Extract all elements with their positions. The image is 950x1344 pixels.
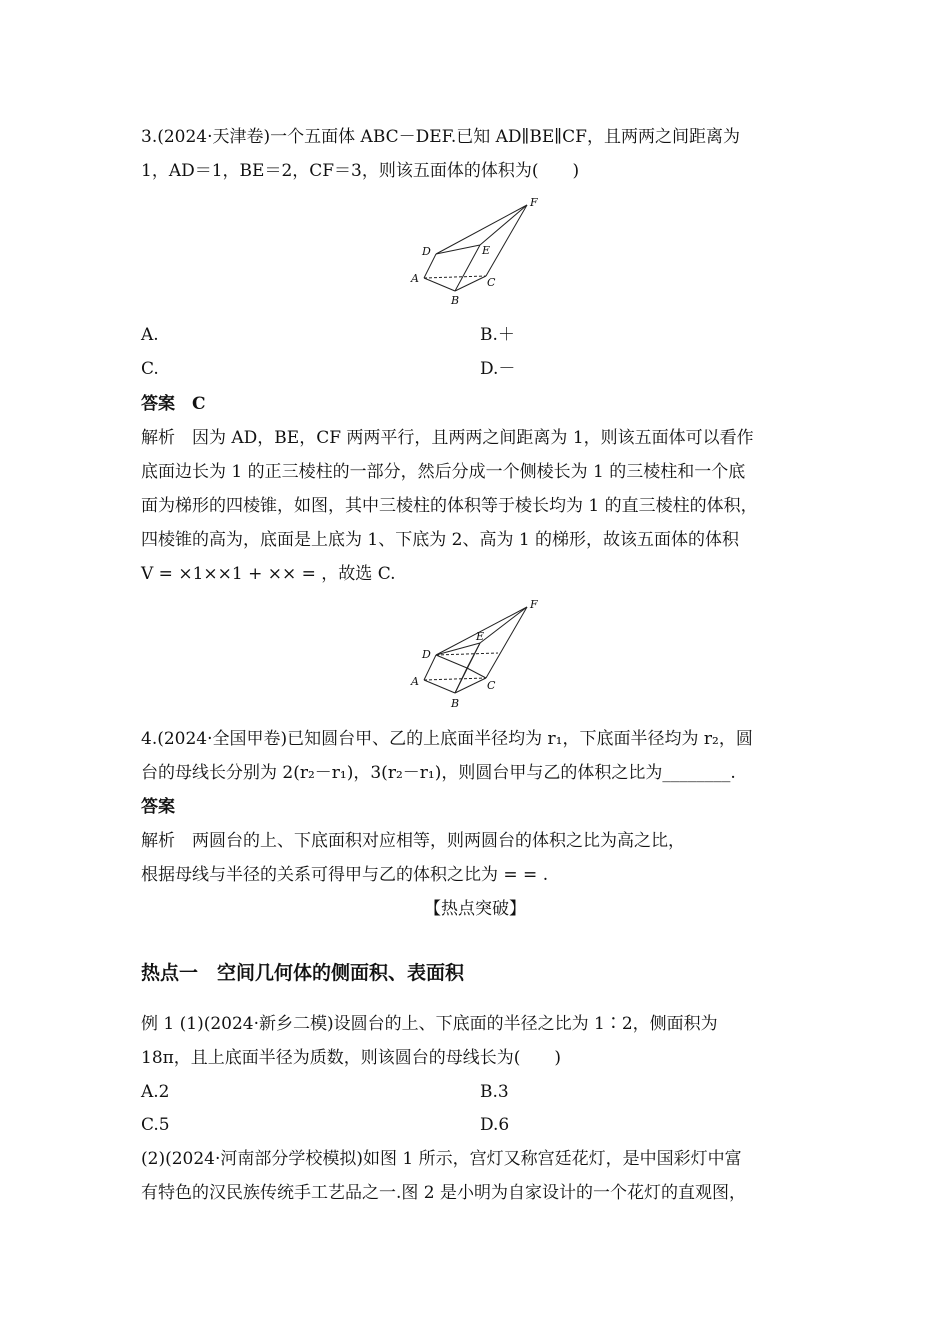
q3-line-1: 3.(2024·天津卷)一个五面体 ABC－DEF.已知 AD∥BE∥CF，且两两之间距离为 xyxy=(141,127,740,147)
q3-figure xyxy=(400,195,550,310)
section-title: 【热点突破】 xyxy=(424,899,526,919)
q3-answer: 答案 C xyxy=(141,394,206,414)
q4-analysis-line-1: 解析 两圆台的上、下底面积对应相等，则两圆台的体积之比为高之比， xyxy=(141,831,685,851)
fig2-label-f: F xyxy=(530,598,538,611)
ex1-option-b: B.3 xyxy=(480,1082,509,1102)
q4-analysis-line-2: 根据母线与半径的关系可得甲与乙的体积之比为 = = . xyxy=(141,865,549,885)
ex1-line-2: 18π，且上底面半径为质数，则该圆台的母线长为( ) xyxy=(141,1048,562,1068)
fig2-label-a: A xyxy=(411,675,419,688)
fig-label-b: B xyxy=(451,294,460,307)
fig2-label-d: D xyxy=(422,648,431,661)
fig2-label-c: C xyxy=(487,679,496,692)
fig-label-d: D xyxy=(422,245,431,258)
ex1-part2-line-1: (2)(2024·河南部分学校模拟)如图 1 所示，宫灯又称宫廷花灯，是中国彩灯中富 xyxy=(141,1149,742,1169)
q3-analysis-line-3: 面为梯形的四棱锥，如图，其中三棱柱的体积等于棱长均为 1 的直三棱柱的体积， xyxy=(141,496,758,516)
ex1-part2-line-2: 有特色的汉民族传统手工艺品之一.图 2 是小明为自家设计的一个花灯的直观图， xyxy=(141,1183,747,1203)
q3-option-b: B.＋ xyxy=(480,325,515,345)
fig-label-e: E xyxy=(482,244,491,257)
fig2-label-b: B xyxy=(451,697,460,710)
q4-answer: 答案 xyxy=(141,797,175,817)
q4-line-1: 4.(2024·全国甲卷)已知圆台甲、乙的上底面半径均为 r₁，下底面半径均为 r₂，圆 xyxy=(141,729,753,749)
fig-label-f: F xyxy=(530,196,538,209)
ex1-option-c: C.5 xyxy=(141,1115,170,1135)
ex1-line-1: 例 1 (1)(2024·新乡二模)设圆台的上、下底面的半径之比为 1∶2，侧面积为 xyxy=(141,1014,718,1034)
q3-option-a: A. xyxy=(141,325,159,345)
q3-analysis-line-2: 底面边长为 1 的正三棱柱的一部分，然后分成一个侧棱长为 1 的三棱柱和一个底 xyxy=(141,462,746,482)
fig-label-a: A xyxy=(411,272,419,285)
q3-option-c: C. xyxy=(141,359,159,379)
hotspot-heading: 热点一 空间几何体的侧面积、表面积 xyxy=(141,962,465,984)
fig2-label-e: E xyxy=(476,630,485,643)
q3-analysis-line-1: 解析 因为 AD，BE，CF 两两平行，且两两之间距离为 1，则该五面体可以看作 xyxy=(141,428,754,448)
q4-line-2: 台的母线长分别为 2(r₂－r₁)，3(r₂－r₁)，则圆台甲与乙的体积之比为________. xyxy=(141,763,736,783)
ex1-option-d: D.6 xyxy=(480,1115,510,1135)
q3-analysis-figure xyxy=(400,597,550,715)
q3-analysis-line-4: 四棱锥的高为，底面是上底为 1、下底为 2、高为 1 的梯形，故该五面体的体积 xyxy=(141,530,740,550)
q3-line-2: 1，AD＝1，BE＝2，CF＝3，则该五面体的体积为( ) xyxy=(141,161,580,181)
fig-label-c: C xyxy=(487,276,496,289)
ex1-option-a: A.2 xyxy=(141,1082,170,1102)
q3-option-d: D.－ xyxy=(480,359,516,379)
q3-analysis-line-5: V = ×1××1 + ×× = ，故选 C. xyxy=(141,564,396,584)
